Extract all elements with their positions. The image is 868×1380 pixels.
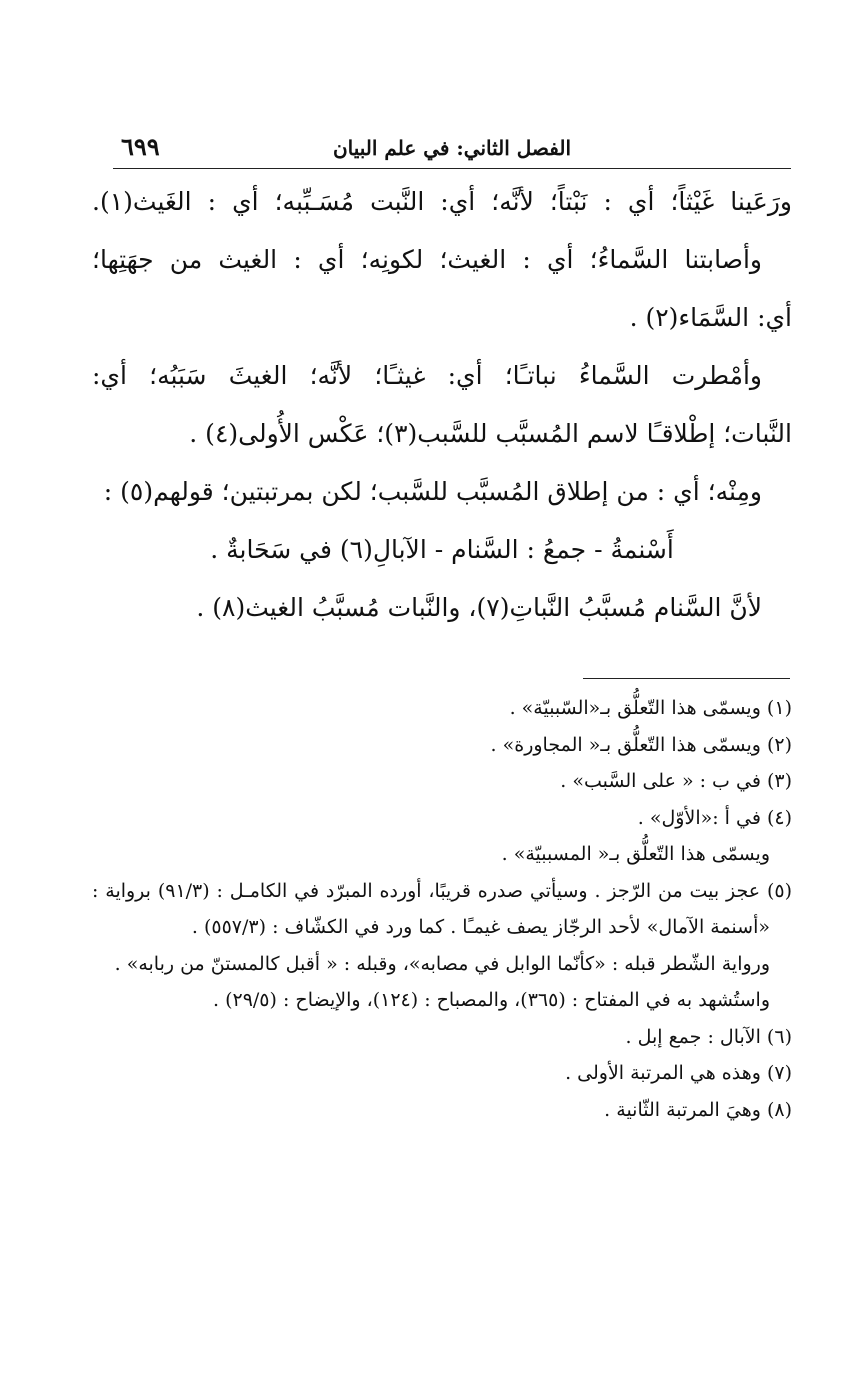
text-line: ورَعَينا غَيْثاً؛ أي : نَبْتاً؛ لأنَّه؛ أي: النَّبت مُسَـبِّبه؛ أي : الغَيث(١). (92, 187, 792, 216)
text-line: وأصابتنا السَّماءُ؛ أي : الغيث؛ لكونِه؛ أي : الغيث من جهَتِها؛ (92, 245, 762, 274)
footnote: (٣) في ب : « على السَّبب» . (560, 770, 792, 792)
text-line: أي: السَّمَاء(٢) . (629, 303, 792, 332)
footnote-continuation: واستُشهد به في المفتاح : (٣٦٥)، والمصباح : (١٢٤)، والإيضاح : (٢٩/٥) . (213, 989, 770, 1011)
page-number: ٦٩٩ (121, 132, 160, 161)
page-header (113, 134, 791, 169)
text-line: لأنَّ السَّنام مُسبَّبُ النَّباتِ(٧)، والنَّبات مُسبَّبُ الغيث(٨) . (196, 593, 762, 622)
footnote: (٢) ويسمّى هذا التّعلُّق بـ« المجاورة» . (490, 733, 792, 756)
footnote: (٧) وهذه هي المرتبة الأولى . (565, 1062, 792, 1084)
main-text (92, 175, 792, 639)
text-line: وأمْطرت السَّماءُ نباتـًا؛ أي: غيثـًا؛ لأنَّه؛ الغيثَ سَبَبُه؛ أي: (92, 361, 762, 390)
footnote-continuation: ورواية الشّطر قبله : «كأنّما الوابل في مصابه»، وقبله : « أقبل كالمستنّ من ربابه» . (114, 952, 770, 975)
footnote: (١) ويسمّى هذا التّعلُّق بـ«السّببيّة» . (509, 697, 792, 719)
text-line: ومِنْه؛ أي : من إطلاق المُسبَّب للسَّبب؛ لكن بمرتبتين؛ قولهم(٥) : (103, 477, 762, 506)
verse-line: أَسْنمةُ - جمعُ : السَّنام - الآبالِ(٦) في سَحَابةٌ . (210, 535, 674, 564)
footnote: (٤) في أ :«الأوّل» . (637, 806, 792, 829)
chapter-title: الفصل الثاني: في علم البيان (332, 136, 572, 160)
footnote: (٦) الآبال : جمع إبل . (625, 1025, 792, 1048)
footnote-continuation: «أسنمة الآمال» لأحد الرجّاز يصف غيمـًا . كما ورد في الكشّاف : (٥٥٧/٣) . (191, 916, 770, 938)
footnote: (٥) عجز بيت من الرّجز . وسيأتي صدره قريبًا، أورده المبرّد في الكامـل : (٩١/٣) برواية : (92, 879, 793, 902)
footnote-divider (583, 678, 790, 679)
footnote-continuation: ويسمّى هذا التّعلُّق بـ« المسببيّة» . (501, 843, 770, 865)
footnotes (92, 690, 792, 1128)
footnote: (٨) وهيَ المرتبة الثّانية . (604, 1098, 792, 1121)
text-line: النَّبات؛ إطْلاقـًا لاسم المُسبَّب للسَّبب(٣)؛ عَكْس الأُولى(٤) . (189, 419, 792, 448)
